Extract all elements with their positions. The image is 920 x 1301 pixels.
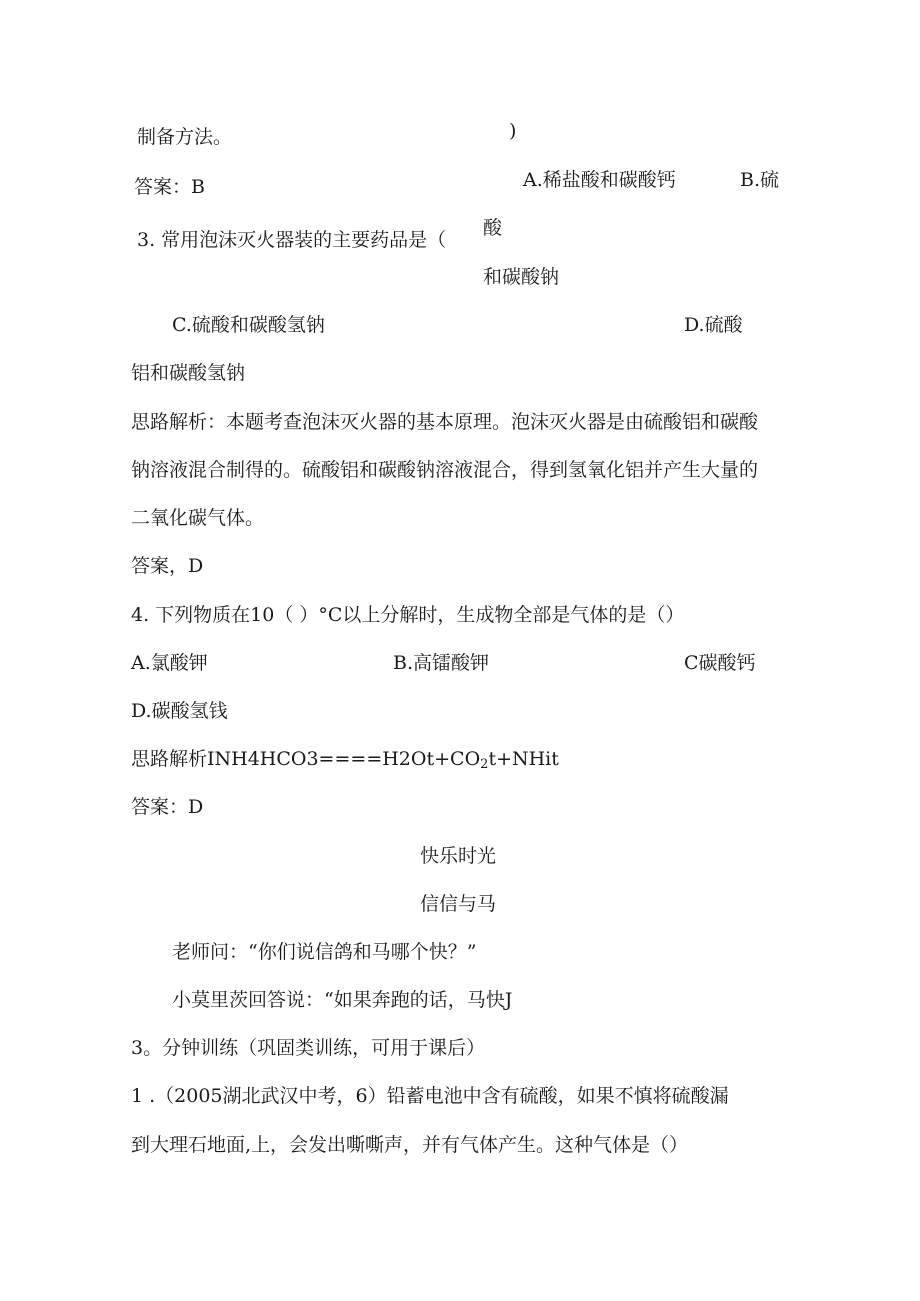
question-3: 3. 常用泡沫灭火器装的主要药品是（ — [137, 229, 447, 251]
answer-line: 答案：B — [134, 176, 205, 198]
option-c: C.硫酸和碳酸氢钠 — [172, 314, 325, 336]
answer-line: 答案，D — [131, 555, 204, 577]
option-b: B.硫 — [740, 169, 780, 191]
question-1: 1 .（2005湖北武汉中考，6）铅蓄电池中含有硫酸，如果不慎将硫酸漏 — [131, 1085, 729, 1107]
option-b-continued: 酸 — [483, 217, 503, 239]
option-d-continued: 铝和碳酸氢钠 — [131, 362, 246, 384]
equation-text: 思路解析INH4HCO3====H2Ot+CO — [131, 748, 481, 770]
section-title: 快乐时光 — [420, 845, 497, 867]
story-line: 老师问：“你们说信鸽和马哪个快？” — [172, 941, 477, 963]
option-a: A.稀盐酸和碳酸钙 — [523, 169, 676, 191]
analysis-equation — [131, 747, 559, 777]
equation-text: t+NHit — [488, 748, 559, 770]
question-4: 4. 下列物质在10（ ）°C以上分解时，生成物全部是气体的是（） — [131, 604, 685, 626]
option-a: A.氯酸钾 — [131, 652, 208, 674]
option-d: D.碳酸氢钱 — [131, 700, 228, 722]
analysis-paragraph: 钠溶液混合制得的。硫酸铝和碳酸钠溶液混合，得到氢氧化铝并产生大量的 — [131, 459, 759, 481]
answer-line: 答案：D — [131, 796, 204, 818]
equation-subscript: 2 — [480, 757, 489, 772]
option-b: B.高镭酸钾 — [393, 652, 490, 674]
option-d: D.硫酸 — [684, 314, 743, 336]
analysis-paragraph: 思路解析：本题考查泡沫灭火器的基本原理。泡沫灭火器是由硫酸铝和碳酸 — [131, 411, 759, 433]
option-c: C碳酸钙 — [684, 652, 756, 674]
story-title: 信信与马 — [420, 893, 497, 915]
section-heading: 3。分钟训练（巩固类训练，可用于课后） — [131, 1037, 486, 1059]
option-b-continued: 和碳酸钠 — [483, 266, 560, 288]
story-line: 小莫里茨回答说：“如果奔跑的话，马快J — [172, 989, 513, 1011]
text-line: 制备方法。 — [137, 126, 233, 148]
text-line: ) — [509, 120, 517, 142]
question-1-continued: 到大理石地面,上，会发出嘶嘶声，并有气体产生。这种气体是（） — [131, 1134, 689, 1156]
analysis-paragraph: 二氧化碳气体。 — [131, 507, 265, 529]
